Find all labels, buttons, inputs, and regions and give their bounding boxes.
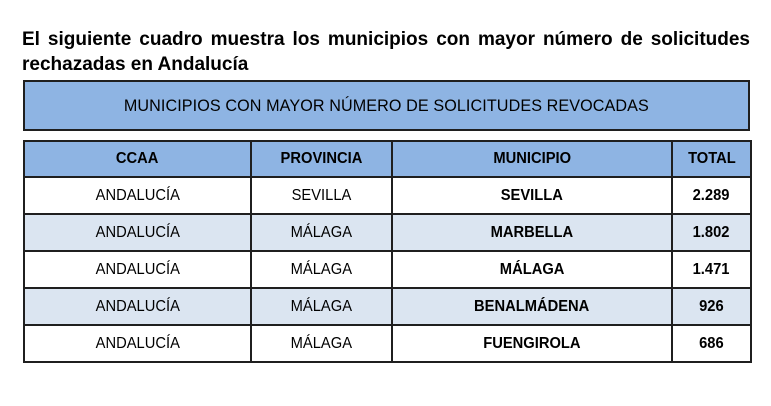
table-title-banner — [23, 80, 750, 131]
header-total: TOTAL — [672, 141, 751, 177]
cell-total: 1.471 — [672, 251, 751, 288]
table-row — [24, 177, 751, 214]
cell-municipio: MÁLAGA — [392, 251, 672, 288]
cell-ccaa: ANDALUCÍA — [24, 214, 251, 251]
cell-total: 686 — [672, 325, 751, 362]
cell-municipio: FUENGIROLA — [392, 325, 672, 362]
table-row — [24, 214, 751, 251]
cell-provincia: MÁLAGA — [251, 288, 392, 325]
cell-total: 2.289 — [672, 177, 751, 214]
header-provincia: PROVINCIA — [251, 141, 392, 177]
cell-ccaa: ANDALUCÍA — [24, 177, 251, 214]
table-row — [24, 251, 751, 288]
cell-provincia: MÁLAGA — [251, 214, 392, 251]
cell-ccaa: ANDALUCÍA — [24, 325, 251, 362]
intro-paragraph: El siguiente cuadro muestra los municipios con mayor número de solicitudes rechazadas en Andalucía — [22, 29, 750, 75]
cell-ccaa: ANDALUCÍA — [24, 251, 251, 288]
header-municipio: MUNICIPIO — [392, 141, 672, 177]
cell-municipio: SEVILLA — [392, 177, 672, 214]
cell-total: 926 — [672, 288, 751, 325]
table-title: MUNICIPIOS CON MAYOR NÚMERO DE SOLICITUDES REVOCADAS — [123, 95, 650, 115]
cell-ccaa: ANDALUCÍA — [24, 288, 251, 325]
cell-municipio: MARBELLA — [392, 214, 672, 251]
table-row — [24, 288, 751, 325]
cell-total: 1.802 — [672, 214, 751, 251]
table-header-row — [24, 141, 751, 177]
municipios-table — [23, 140, 752, 363]
cell-provincia: MÁLAGA — [251, 251, 392, 288]
table-row — [24, 325, 751, 362]
cell-provincia: SEVILLA — [251, 177, 392, 214]
cell-municipio: BENALMÁDENA — [392, 288, 672, 325]
cell-provincia: MÁLAGA — [251, 325, 392, 362]
header-ccaa: CCAA — [24, 141, 251, 177]
